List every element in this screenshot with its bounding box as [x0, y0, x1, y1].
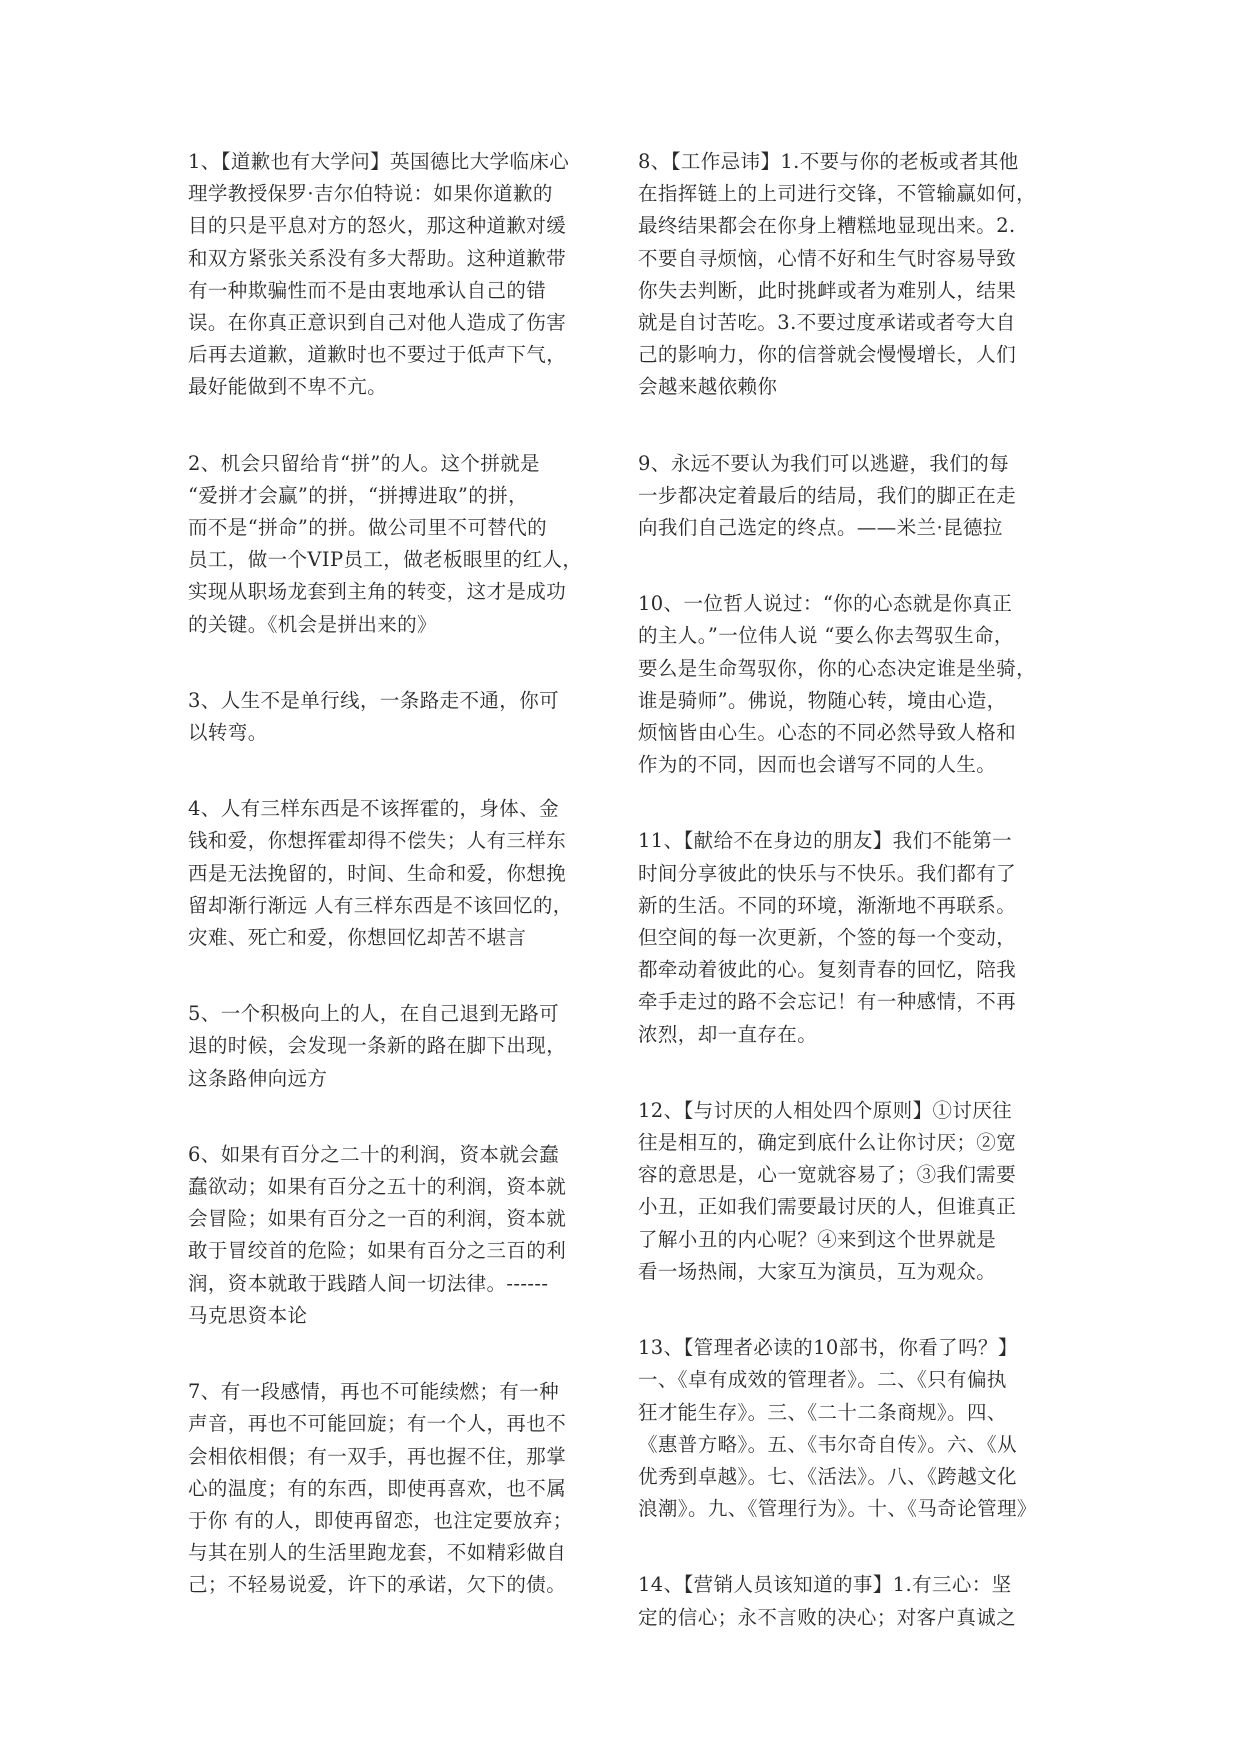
paragraph-10: 10、一位哲人说过：“你的心态就是你真正 的主人。”一位伟人说 “要么你去驾驭生命， 要么是生命驾驭你，你的心态决定谁是坐骑， 谁是骑师”。佛说，物随心转，境由心造， 烦恼皆由心生。心态的不同必然导致人格和 作为的不同，因而也会谱写不同的人生。: [638, 592, 1037, 777]
paragraph-7: 7、有一段感情，再也不可能续燃；有一种 声音，再也不可能回旋；有一个人，再也不 会相依相偎；有一双手，再也握不住，那掌 心的温度；有的东西，即使再喜欢，也不属 于你 有的人，即使再留恋，也注定要放弃； 与其在别人的生活里跑龙套，不如精彩做自 己；不轻易说爱，许下的承诺，欠下的债。: [188, 1380, 573, 1597]
paragraph-9: 9、永远不要认为我们可以逃避，我们的每 一步都决定着最后的结局，我们的脚正在走 向我们自己选定的终点。——米兰·昆德拉: [638, 451, 1017, 540]
paragraph-5: 5、一个积极向上的人，在自己退到无路可 退的时候，会发现一条新的路在脚下出现， 这条路伸向远方: [188, 1002, 567, 1090]
left-column: [188, 146, 640, 1646]
paragraph-1: 1、【道歉也有大学问】英国德比大学临床心 理学教授保罗·吉尔伯特说：如果你道歉的 目的只是平息对方的怒火，那这种道歉对缓 和双方紧张关系没有多大帮助。这种道歉带 有一种欺骗性而不是由衷地承认自己的错 误。在你真正意识到自己对他人造成了伤害 后再去道歉，道歉时也不要过于低声下气， 最好能做到不卑不亢。: [188, 150, 570, 399]
paragraph-11: 11、【献给不在身边的朋友】我们不能第一 时间分享彼此的快乐与不快乐。我们都有了 新的生活。不同的环境，渐渐地不再联系。 但空间的每一次更新，个签的每一个变动， 都牵动着彼此的心。复刻青春的回忆，陪我 牵手走过的路不会忘记！有一种感情，不再 浓烈，却一直存在。: [638, 829, 1017, 1046]
right-column: [638, 146, 1090, 1678]
paragraph-13: 13、【管理者必读的10部书，你看了吗？】 一、《卓有成效的管理者》。二、《只有偏执 狂才能生存》。三、《二十二条商规》。四、 《惠普方略》。五、《韦尔奇自传》。六、《从 优秀到卓越》。七、《活法》。八、《跨越文化 浪潮》。九、《管理行为》。十、《马奇论管理》: [638, 1336, 1037, 1521]
paragraph-8: 8、【工作忌讳】1.不要与你的老板或者其他 在指挥链上的上司进行交锋，不管输赢如何， 最终结果都会在你身上糟糕地显现出来。2. 不要自寻烦恼，心情不好和生气时容易导致 你失去判断，此时挑衅或者为难别人，结果 就是自讨苦吃。3.不要过度承诺或者夸大自 己的影响力，你的信誉就会慢慢增长，人们 会越来越依赖你: [638, 150, 1037, 399]
paragraph-12: 12、【与讨厌的人相处四个原则】①讨厌往 往是相互的，确定到底什么让你讨厌；②宽 容的意思是，心一宽就容易了；③我们需要 小丑，正如我们需要最讨厌的人，但谁真正 了解小丑的内心呢？④来到这个世界就是 看一场热闹，大家互为演员，互为观众。: [638, 1098, 1017, 1283]
paragraph-3: 3、人生不是单行线，一条路走不通，你可 以转弯。: [188, 688, 560, 745]
paragraph-6: 6、如果有百分之二十的利润，资本就会蠢 蠢欲动；如果有百分之五十的利润，资本就 会冒险；如果有百分之一百的利润，资本就 敢于冒绞首的危险；如果有百分之三百的利 润，资本就敢于践踏人间一切法律。------ 马克思资本论: [188, 1142, 567, 1327]
paragraph-2: 2、机会只留给肯“拼”的人。这个拼就是 “爱拼才会赢”的拼，“拼搏进取”的拼， 而不是“拼命”的拼。做公司里不可替代的 员工，做一个VIP员工，做老板眼里的红人， 实现从职场龙套到主角的转变，这才是成功 的关键。《机会是拼出来的》: [188, 451, 583, 636]
paragraph-14: 14、【营销人员该知道的事】1.有三心：坚 定的信心；永不言败的决心；对客户真诚之: [638, 1573, 1017, 1629]
paragraph-4: 4、人有三样东西是不该挥霍的，身体、金 钱和爱，你想挥霍却得不偿失；人有三样东 西是无法挽留的，时间、生命和爱，你想挽 留却渐行渐远 人有三样东西是不该回忆的， 灾难、死亡和爱，你想回忆却苦不堪言: [188, 797, 573, 950]
